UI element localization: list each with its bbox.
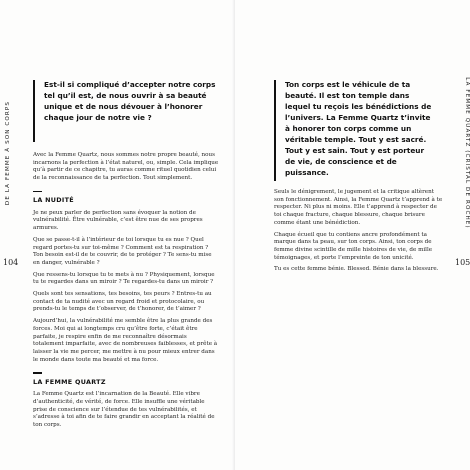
paragraph: Tu es cette femme bénie. Blessed. Bénie dans la blessure. bbox=[274, 266, 439, 273]
right-pull-quote: Ton corps est le véhicule de ta beauté. Il est ton temple dans lequel tu reçois les bénédictions de l’univers. La Femme Quartz t’invite à honorer ton corps comme un véritable temple. Tout y est sacré. Tout y est sain. Tout y est porteur de vie, de conscience et de puissance. bbox=[285, 80, 432, 177]
paragraph: Quels sont tes sensations, tes besoins, tes peurs ? Entres-tu au contact de ta nudité avec un regard froid et protocolaire, ou prends-tu le temps de t’observer, de t’honorer, de t’aimer ? bbox=[33, 291, 212, 313]
paragraph: Chaque écueil que tu contiens ancre profondément ta marque dans ta peau, sur ton corps. Ainsi, ton corps de femme divine scintille de mille histoires de vie, de mille témoignages, et porte l’empreinte de ton unicité. bbox=[274, 231, 433, 261]
paragraph: Seuls le dénigrement, le jugement et la critique altèrent son fonctionnement. Ainsi, la Femme Quartz t’apprend à te respecter. Ni plus ni moins. Elle t’apprend à respecter de toi chaque fracture, chaque blessure, chaque brisure comme étant une bénédiction. bbox=[274, 189, 443, 226]
right-running-title: LA FEMME QUARTZ (CRISTAL DE ROCHE) bbox=[464, 77, 470, 229]
right-quote-bar bbox=[274, 80, 276, 181]
left-quote-bar bbox=[33, 80, 35, 142]
left-body-column bbox=[33, 152, 219, 434]
left-pull-quote: Est-il si compliqué d’accepter notre corps tel qu’il est, de nous ouvrir à sa beauté unique et de nous dévouer à l’honorer chaque jour de notre vie ? bbox=[44, 80, 216, 122]
right-page-number: 105 bbox=[455, 258, 470, 267]
left-running-title: DE LA FEMME À SON CORPS bbox=[5, 100, 11, 206]
paragraph: Que ressens-tu lorsque tu te mets à nu ? Physiquement, lorsque tu te regardes dans un miroir ? Te regardes-tu dans un miroir ? bbox=[33, 271, 215, 286]
paragraph: La Femme Quartz est l’incarnation de la Beauté. Elle vibre d’authenticité, de vérité, de force. Elle insuffle une véritable prise de conscience sur l’étendue de tes vulnérabilités, et s’adresse à toi afin de te faire grandir en acceptant la réalité de ton corps. bbox=[33, 391, 215, 429]
heading-rule bbox=[33, 191, 42, 192]
right-body-column bbox=[274, 189, 445, 278]
section-heading-label: LA FEMME QUARTZ bbox=[33, 377, 106, 386]
heading-rule bbox=[33, 372, 42, 373]
paragraph: Que se passe-t-il à l’intérieur de toi lorsque tu es nue ? Quel regard portes-tu sur toi-même ? Comment est ta respiration ? Ton besoin est-il de te couvrir, de te protéger ? Te sens-tu mise en danger, vulnérable ? bbox=[33, 236, 212, 266]
paragraph: Aujourd’hui, la vulnérabilité me semble être la plus grande des forces. Moi qui ai longtemps cru qu’être forte, c’était être parfaite, je respire enfin de me reconnaître désormais totalement imparfaite, avec de nombreuses faiblesses, et prête à laisser la vie me percer, me mettre à nu pour mieux entrer dans le monde dans toute ma beauté et ma force. bbox=[33, 318, 218, 363]
left-page-number: 104 bbox=[3, 258, 19, 267]
section-heading-nudite bbox=[33, 191, 219, 205]
intro-paragraph: Avec la Femme Quartz, nous sommes notre propre beauté, nous incarnons la perfection à l’état naturel, ou, simple. Cela implique qu’à partir de ce chapitre, tu auras comme rituel quotidien celui de la reconnaissance de ta perfection. Tout simplement. bbox=[33, 152, 219, 182]
section-heading-label: LA NUDITÉ bbox=[33, 196, 74, 204]
paragraph: Je ne peux parler de perfection sans évoquer la notion de vulnérabilité. Être vulnérable, c’est être nue de ses propres armures. bbox=[33, 209, 203, 232]
section-heading-femme-quartz bbox=[33, 372, 219, 386]
